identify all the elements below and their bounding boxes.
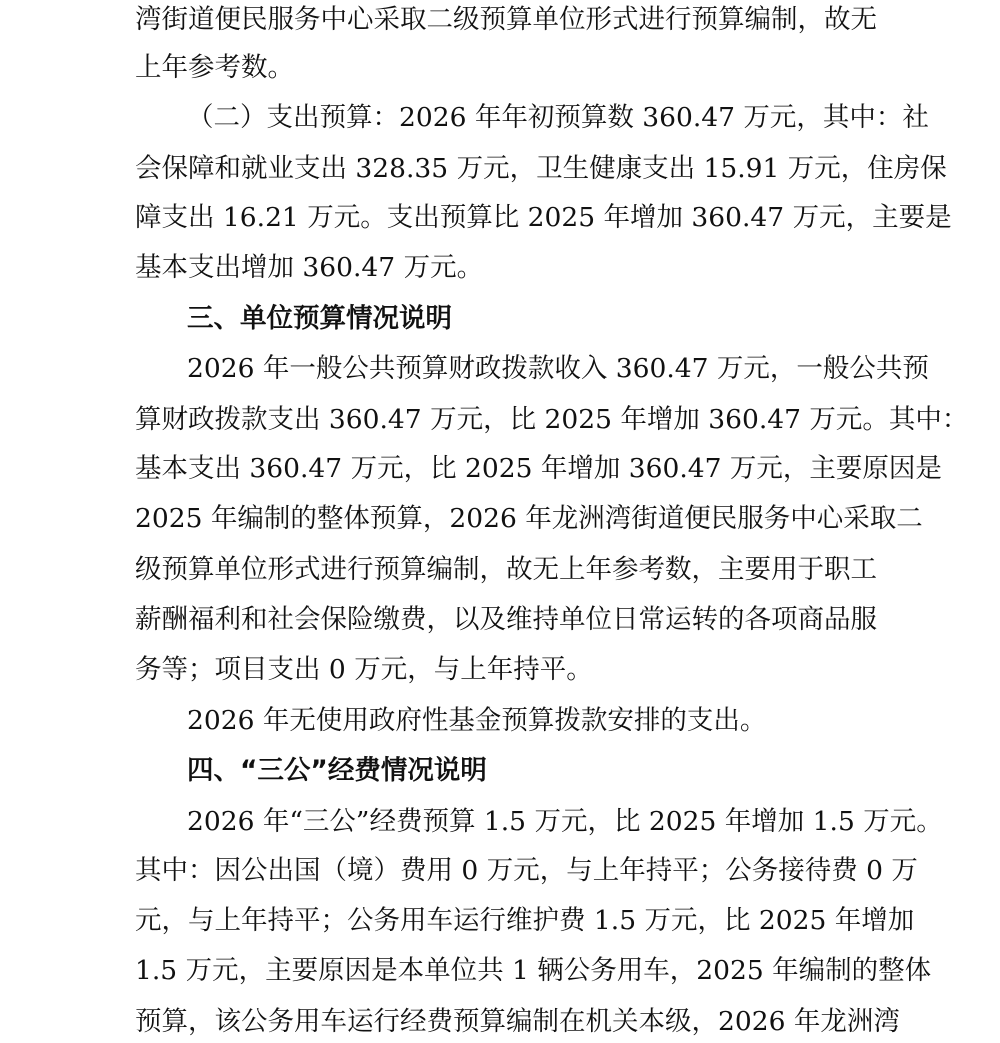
paragraph-line: 湾街道便民服务中心采取二级预算单位形式进行预算编制，故无 — [135, 4, 877, 35]
paragraph-line: 会保障和就业支出 328.35 万元，卫生健康支出 15.91 万元，住房保 — [135, 153, 947, 184]
paragraph-line: 2026 年一般公共预算财政拨款收入 360.47 万元，一般公共预 — [187, 353, 929, 384]
paragraph-line: 2026 年“三公”经费预算 1.5 万元，比 2025 年增加 1.5 万元。 — [187, 806, 943, 837]
paragraph-line: 上年参考数。 — [135, 52, 294, 83]
paragraph-line: 预算，该公务用车运行经费预算编制在机关本级，2026 年龙洲湾 — [135, 1006, 900, 1037]
paragraph-line: （二）支出预算：2026 年年初预算数 360.47 万元，其中：社 — [187, 102, 929, 133]
paragraph-line: 其中：因公出国（境）费用 0 万元，与上年持平；公务接待费 0 万 — [135, 855, 918, 886]
paragraph-line: 2026 年无使用政府性基金预算拨款安排的支出。 — [187, 705, 767, 736]
paragraph-line: 算财政拨款支出 360.47 万元，比 2025 年增加 360.47 万元。其中： — [135, 404, 969, 435]
section-heading: 三、单位预算情况说明 — [187, 303, 452, 334]
paragraph-line: 元，与上年持平；公务用车运行维护费 1.5 万元，比 2025 年增加 — [135, 905, 915, 936]
section-heading: 四、“三公”经费情况说明 — [187, 755, 487, 786]
paragraph-line: 级预算单位形式进行预算编制，故无上年参考数，主要用于职工 — [135, 554, 877, 585]
paragraph-line: 障支出 16.21 万元。支出预算比 2025 年增加 360.47 万元，主要是 — [135, 202, 952, 233]
paragraph-line: 基本支出增加 360.47 万元。 — [135, 252, 484, 283]
paragraph-line: 薪酬福利和社会保险缴费，以及维持单位日常运转的各项商品服 — [135, 604, 877, 635]
paragraph-line: 1.5 万元，主要原因是本单位共 1 辆公务用车，2025 年编制的整体 — [135, 955, 932, 986]
paragraph-line: 基本支出 360.47 万元，比 2025 年增加 360.47 万元，主要原因是 — [135, 453, 942, 484]
paragraph-line: 务等；项目支出 0 万元，与上年持平。 — [135, 654, 593, 685]
paragraph-line: 2025 年编制的整体预算，2026 年龙洲湾街道便民服务中心采取二 — [135, 503, 923, 534]
